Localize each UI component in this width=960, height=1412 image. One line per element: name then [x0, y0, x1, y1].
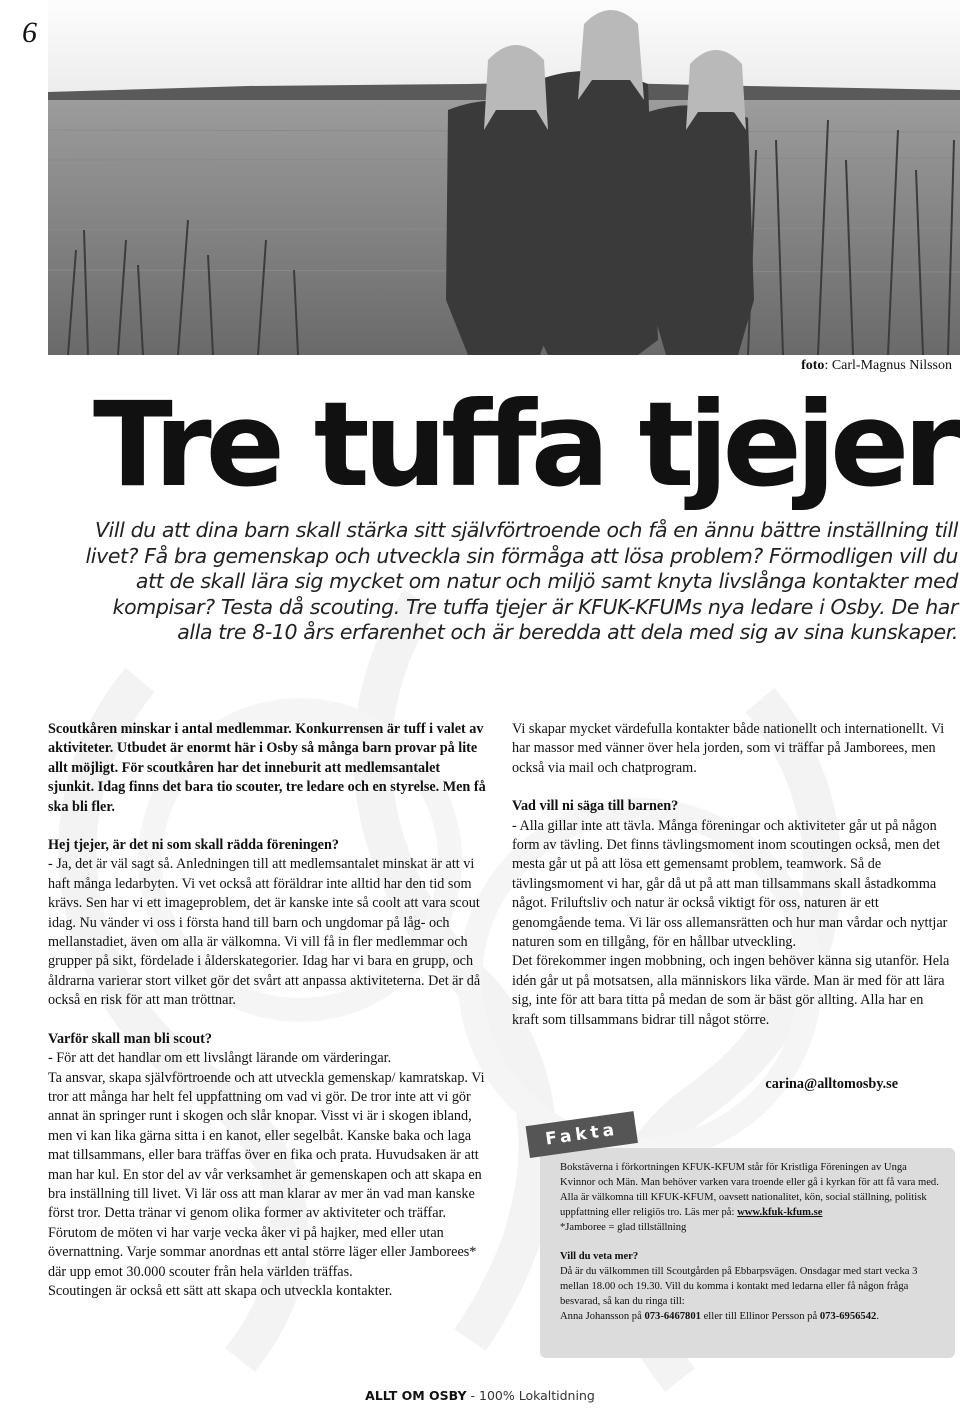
fakta-text: Bokstäverna i förkortningen KFUK-KFUM står för Kristliga Föreningen av Unga Kvinnor och Män. Man behöver varken vara troende eller gå i kyrkan för att få vara med. Alla är välkomna till KFUK-KFUM, oavsett nationalitet, kön, social ställning, politisk uppfattning eller religiös tro. Läs mer på: [560, 1162, 939, 1218]
question-1: Hej tjejer, är det ni som skall rädda föreningen? [48, 837, 339, 854]
did-you-know-title: Vill du veta mer? [560, 1251, 639, 1262]
phone-anna: 073-6467801 [644, 1311, 701, 1322]
ingress: Vill du att dina barn skall stärka sitt självförtroende och få en ännu bättre inställning till livet? Få bra gemenskap och utveckla sin förmåga att lösa problem? Förmodligen vill du att de skall lära sig mycket om natur och miljö samt knyta livslånga kontakter med kompisar? Testa då scouting. Tre tuffa tjejer är KFUK-KFUMs nya ledare i Osby. De har alla tre 8-10 års erfarenhet och är beredda att dela med sig av sina kunskaper. [85, 518, 958, 644]
photo-credit-label: foto [801, 358, 825, 373]
intro-paragraph: Scoutkåren minskar i antal medlemmar. Konkurrensen är tuff i valet av aktiviteter. Utbudet är enormt här i Osby så många barn provar på lite allt möjligt. För scoutkåren har det inneburit att medlemsantalet sjunkit. Idag finns det bara tio scouter, tre ledare och en styrelse. Men få ska bli fler. [48, 721, 486, 815]
page-number: 6 [22, 16, 37, 49]
author-email-link[interactable]: carina@alltomosby.se [765, 1076, 898, 1092]
kfuk-kfum-link[interactable]: www.kfuk-kfum.se [737, 1207, 823, 1218]
jamboree-note: *Jamboree = glad tillställning [560, 1222, 687, 1233]
headline: Tre tuffa tjejer [93, 376, 955, 513]
contacts-paragraph: Vi skapar mycket värdefulla kontakter både nationellt och internationellt. Vi har massor med vänner över hela jorden, som vi träffar på Jamborees, men också via mail och chatprogram. [512, 721, 945, 776]
fakta-label: Fakta [526, 1111, 638, 1158]
fakta-box [540, 1148, 955, 1358]
contact-prefix: Anna Johansson på [560, 1311, 645, 1322]
left-column [48, 720, 488, 1301]
photo-credit [801, 358, 952, 374]
question-3: Vad vill ni säga till barnen? [512, 798, 679, 815]
contact-middle: eller till Ellinor Persson på [700, 1311, 820, 1322]
answer-2-line-1: - För att det handlar om ett livslångt lärande om värderingar. [48, 1050, 392, 1067]
phone-ellinor: 073-6956542 [819, 1311, 877, 1322]
answer-2-end: Scoutingen är också ett sätt att skapa och utveckla kontakter. [48, 1282, 393, 1299]
did-you-know-text: Då är du välkommen till Scoutgården på Ebbarpsvägen. Onsdagar med start vecka 3 mellan 18.00 och 19.30. Vill du komma i kontakt med ledarna eller få någon fråga besvarad, så kan du ringa till: [560, 1266, 918, 1307]
photo-credit-name: : Carl-Magnus Nilsson [824, 358, 952, 373]
right-column [512, 720, 952, 1030]
lead-photo [48, 0, 960, 355]
publication-name: ALLT OM OSBY [365, 1388, 467, 1403]
contact-line [560, 1309, 941, 1324]
answer-1: - Ja, det är väl sagt så. Anledningen till att medlemsantalet minskat är att vi haft många ledarbyten. Vi vet också att föräldrar inte alltid har den tid som krävs. Sen har vi ett imageproblem, det är kanske inte så coolt att vara scout idag. Nu vänder vi oss i första hand till barn och ungdomar på låg- och mellanstadiet, även om alla är välkomna. Vi vill få in fler medlemmar och grupper på sikt, fördelade i ålderskategorier. Idag har vi bara en grupp, och åldrarna varierar stort vilket gör det svårt att anpassa aktiviteterna. Det är då också en risk för att man tröttnar. [48, 856, 481, 1009]
publication-tagline: - 100% Lokaltidning [466, 1388, 595, 1403]
answer-3: - Alla gillar inte att tävla. Många föreningar och aktiviteter går ut på någon form av tävling. Det finns tävlingsmoment inom scoutingen också, men det mesta går ut på att lösa ett gemensamt problem, teamwork. Så de tävlingsmoment vi har, går då ut på att man tillsammans skall åstadkomma något. Friluftsliv och natur är också viktigt för oss, naturen är ett genomgående tema. Vi lär oss allemansrätten och hur man vårdar och nyttjar naturen som en tillgång, för en hållbar utveckling. [512, 817, 948, 951]
answer-3-more: Det förekommer ingen mobbning, och ingen behöver känna sig utanför. Hela idén går ut på motsatsen, alla människors lika värde. Man är med för att lära sig, inte för att bara titta på medan de som är bäst gör allting. Alla har en kraft som tillsammans bidrar till något större. [512, 953, 950, 1028]
answer-2-body: Ta ansvar, skapa självförtroende och att utveckla gemenskap/ kamratskap. Vi tror att många har helt fel uppfattning om vad vi gör. De tror inte att vi gör annat än springer runt i skogen och slår knopar. Visst vi är i skogen ibland, men vi kan lika gärna sitta i en kanot, eller segelbåt. Kanske baka och laga mat tillsammans, eller bara träffas över en fika och prata. Huvudsaken är att man har kul. En stor del av vår verksamhet är gemenskapen och att skapa en bra inställning till livet. Vi lär oss att man klarar av mer än vad man kanske först tror. Detta tränar vi genom olika former av aktiviteter och träffar. Förutom de möten vi har varje vecka åker vi på hajker, med eller utan övernattning. Varje sommar anordnas ett antal större läger eller Jamborees* där upp emot 30.000 scouter från hela världen träffas. [48, 1069, 485, 1280]
footer [0, 1388, 960, 1403]
question-2: Varför skall man bli scout? [48, 1030, 212, 1047]
contact-end: . [876, 1311, 879, 1322]
